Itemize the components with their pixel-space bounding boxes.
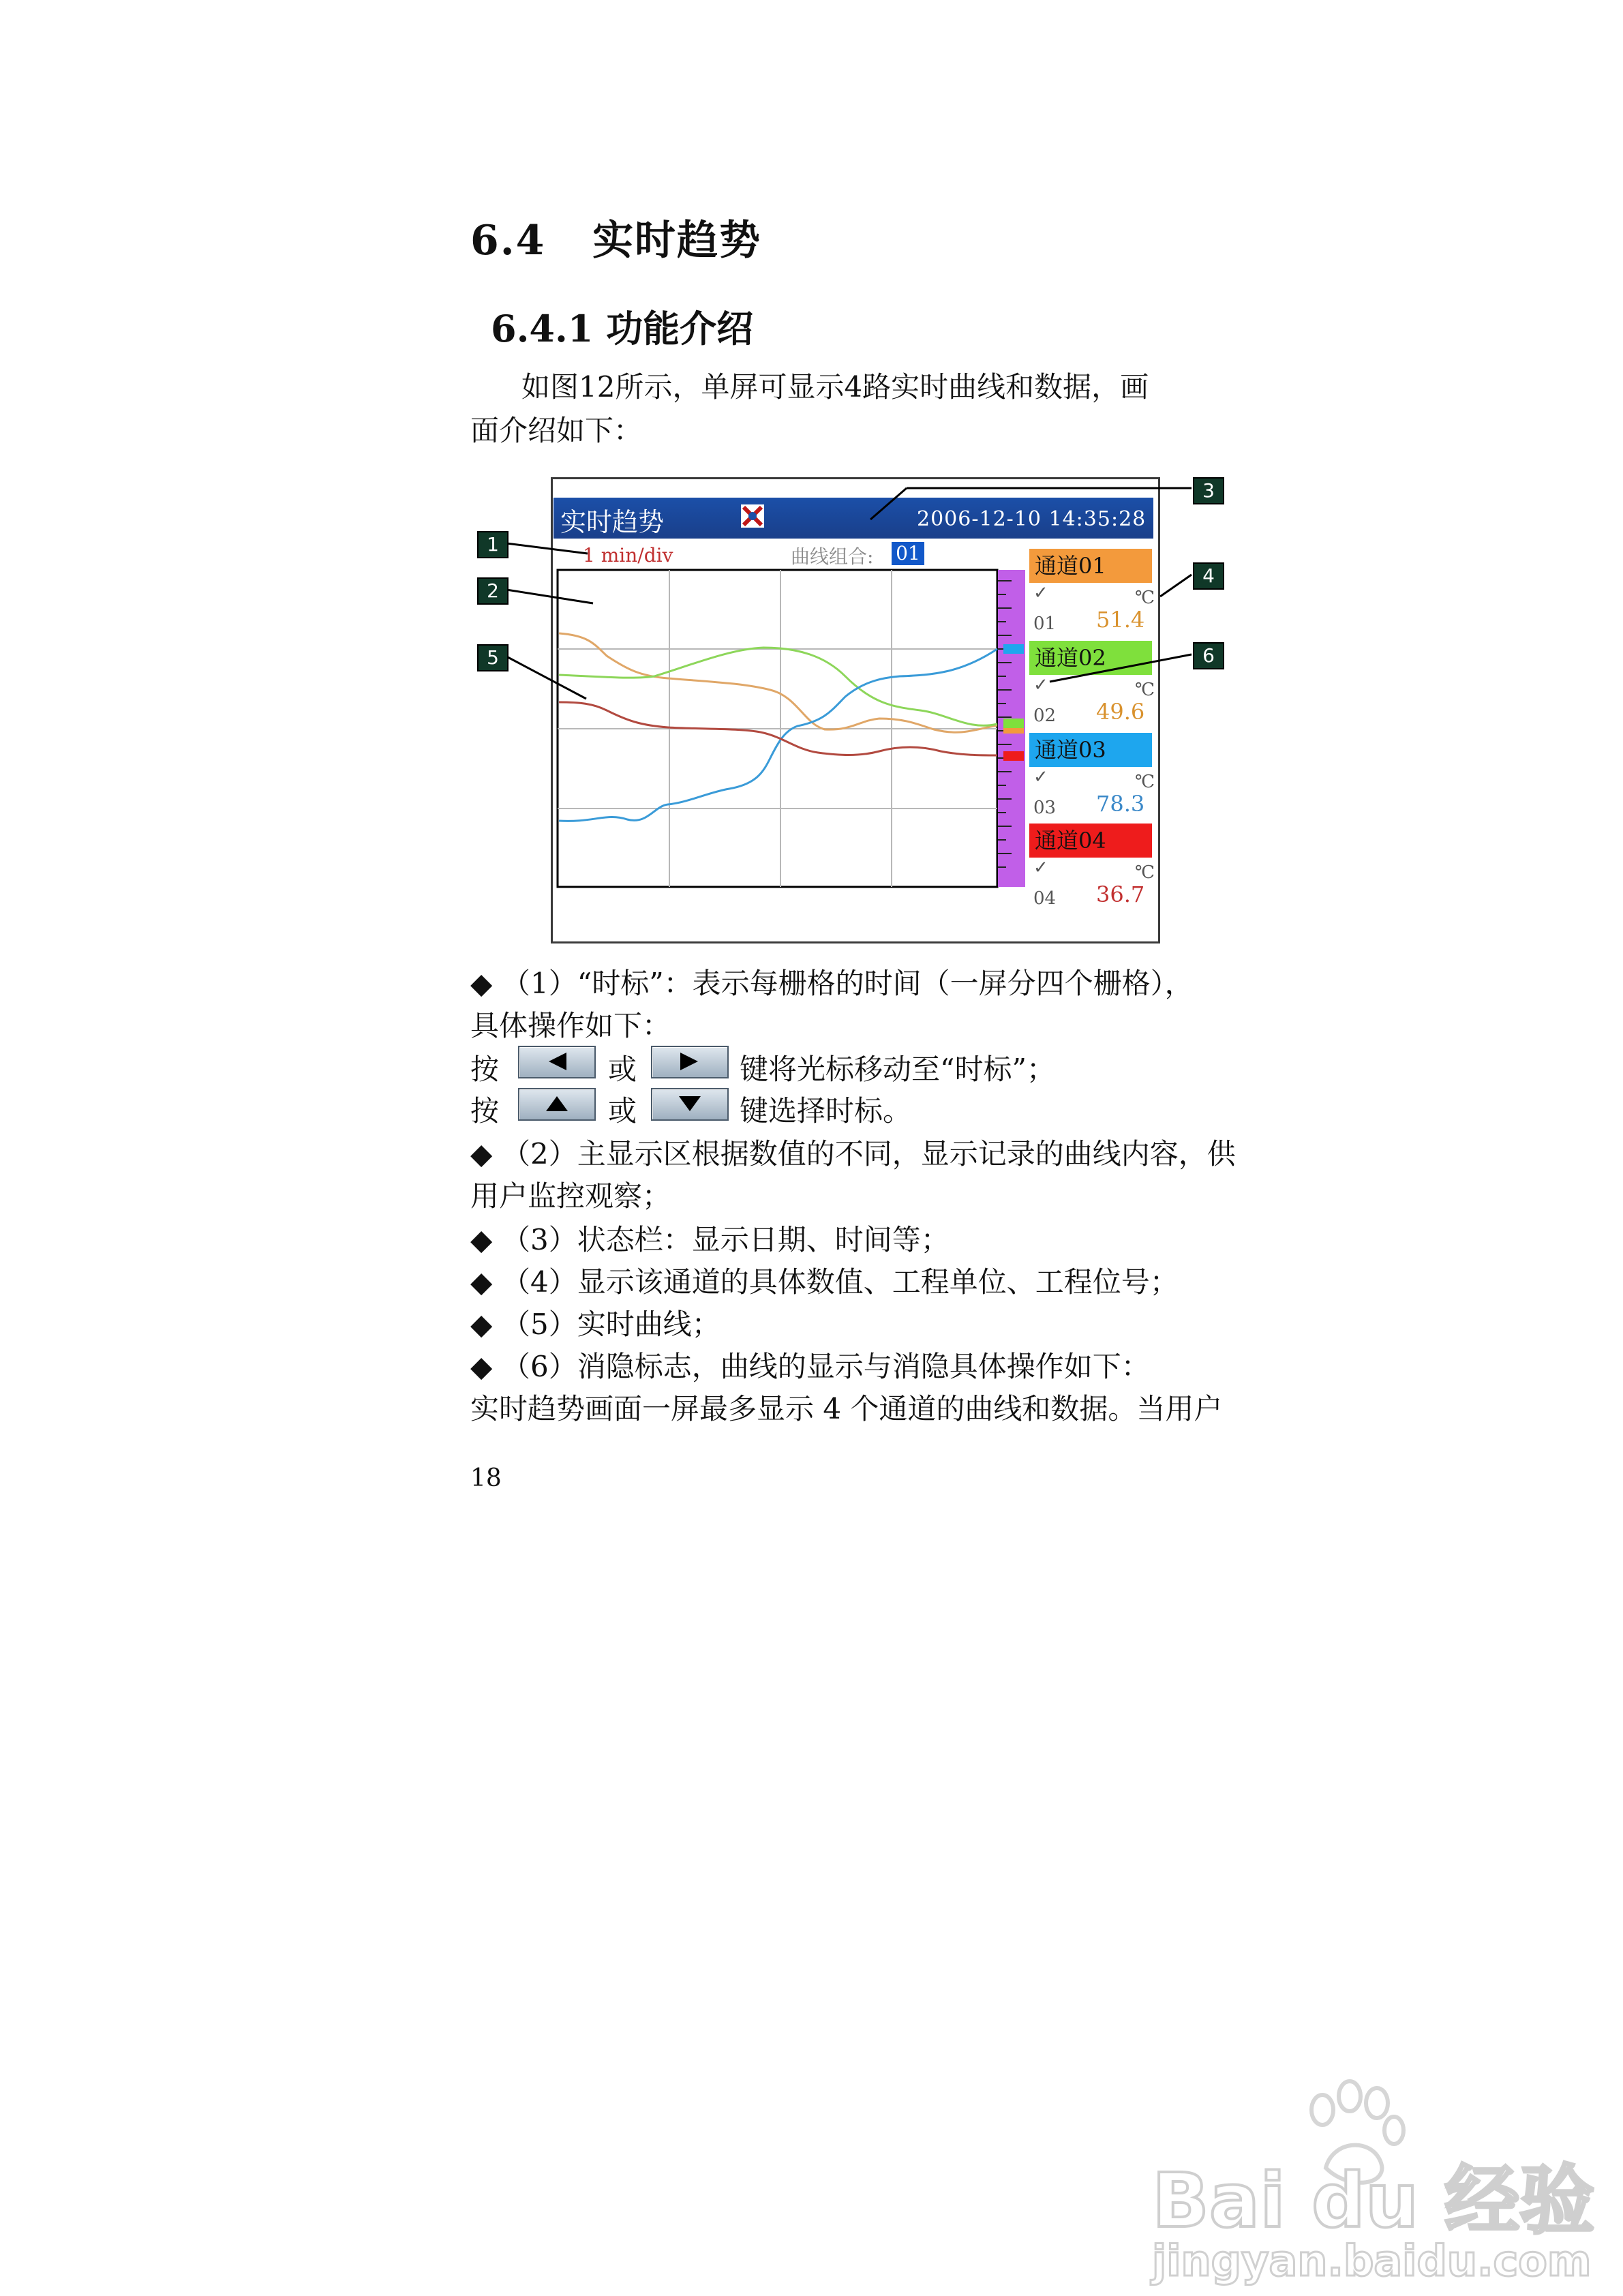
channel-04-header: 通道04 bbox=[1029, 824, 1152, 858]
op1-suffix: 键将光标移动至“时标”； bbox=[740, 1053, 1055, 1086]
bullet-2-line-2: 用户监控观察； bbox=[470, 1179, 671, 1213]
closing-line: 实时趋势画面一屏最多显示 4 个通道的曲线和数据。当用户 bbox=[470, 1392, 1223, 1425]
screen-datetime: 2006-12-10 14:35:28 bbox=[917, 507, 1147, 531]
channel-04-value: 36.7 bbox=[1096, 881, 1145, 907]
bullet-5: ◆ （5）实时曲线； bbox=[470, 1308, 721, 1341]
channel-02-value: 49.6 bbox=[1096, 699, 1145, 725]
channel-03-value: 78.3 bbox=[1096, 791, 1145, 817]
channel-04-check: ✓ bbox=[1033, 858, 1048, 878]
callout-lines bbox=[0, 0, 1623, 954]
channel-01-unit: ℃ bbox=[1135, 588, 1155, 608]
channel-02-index: 02 bbox=[1033, 706, 1057, 726]
curve-group-label: 曲线组合: bbox=[791, 545, 874, 568]
channel-02-check: ✓ bbox=[1033, 675, 1048, 695]
callout-4: 4 bbox=[1193, 562, 1224, 590]
op2-prefix: 按 bbox=[470, 1094, 500, 1128]
channel-01-check: ✓ bbox=[1033, 583, 1048, 603]
arrow-down-icon bbox=[676, 1093, 703, 1114]
channel-04-index: 04 bbox=[1033, 888, 1057, 909]
channel-03-unit: ℃ bbox=[1135, 772, 1155, 792]
channel-03-check: ✓ bbox=[1033, 767, 1048, 787]
channel-01-value: 51.4 bbox=[1096, 607, 1145, 633]
channel-02-unit: ℃ bbox=[1135, 680, 1155, 700]
left-key[interactable] bbox=[518, 1046, 596, 1078]
channel-02-header: 通道02 bbox=[1029, 641, 1152, 675]
intro-line-1: 如图12所示，单屏可显示4路实时曲线和数据，画 bbox=[521, 370, 1149, 404]
callout-5: 5 bbox=[477, 644, 509, 671]
bullet-1-line-2: 具体操作如下： bbox=[470, 1009, 671, 1042]
callout-3: 3 bbox=[1193, 477, 1224, 504]
section-heading: 6.4 实时趋势 bbox=[470, 217, 762, 265]
channel-01-header: 通道01 bbox=[1029, 549, 1152, 583]
op1-prefix: 按 bbox=[470, 1053, 500, 1086]
bullet-2-line-1: ◆ （2）主显示区根据数值的不同，显示记录的曲线内容，供 bbox=[470, 1137, 1236, 1170]
op1-or: 或 bbox=[608, 1053, 637, 1086]
intro-line-2: 面介绍如下： bbox=[470, 414, 643, 447]
watermark-url: jingyan.baidu.com bbox=[1152, 2236, 1592, 2286]
bullet-4: ◆ （4）显示该通道的具体数值、工程单位、工程位号； bbox=[470, 1265, 1179, 1299]
arrow-up-icon bbox=[543, 1093, 571, 1114]
down-key[interactable] bbox=[651, 1088, 729, 1121]
page-number: 18 bbox=[470, 1464, 502, 1492]
callout-1: 1 bbox=[477, 531, 509, 558]
bullet-3: ◆ （3）状态栏：显示日期、时间等； bbox=[470, 1223, 950, 1256]
channel-03-index: 03 bbox=[1033, 798, 1057, 818]
channel-01-index: 01 bbox=[1033, 614, 1057, 634]
callout-2: 2 bbox=[477, 577, 509, 605]
op2-or: 或 bbox=[608, 1094, 637, 1128]
channel-04-unit: ℃ bbox=[1135, 862, 1155, 883]
callout-6: 6 bbox=[1193, 642, 1224, 669]
time-scale-label: 1 min/div bbox=[583, 544, 673, 567]
subsection-heading: 6.4.1 功能介绍 bbox=[491, 307, 754, 350]
arrow-left-icon bbox=[543, 1051, 571, 1072]
bullet-6: ◆ （6）消隐标志，曲线的显示与消隐具体操作如下： bbox=[470, 1350, 1150, 1383]
watermark-brand: Bai du 经验 bbox=[1152, 2157, 1595, 2244]
op2-suffix: 键选择时标。 bbox=[740, 1094, 912, 1128]
curve-group-value: 01 bbox=[892, 542, 924, 565]
arrow-right-icon bbox=[676, 1051, 703, 1072]
screen-title: 实时趋势 bbox=[560, 507, 665, 537]
bullet-1-line-1: ◆ （1）“时标”：表示每栅格的时间（一屏分四个栅格）， bbox=[470, 967, 1194, 1000]
channel-03-header: 通道03 bbox=[1029, 733, 1152, 767]
up-key[interactable] bbox=[518, 1088, 596, 1121]
right-key[interactable] bbox=[651, 1046, 729, 1078]
